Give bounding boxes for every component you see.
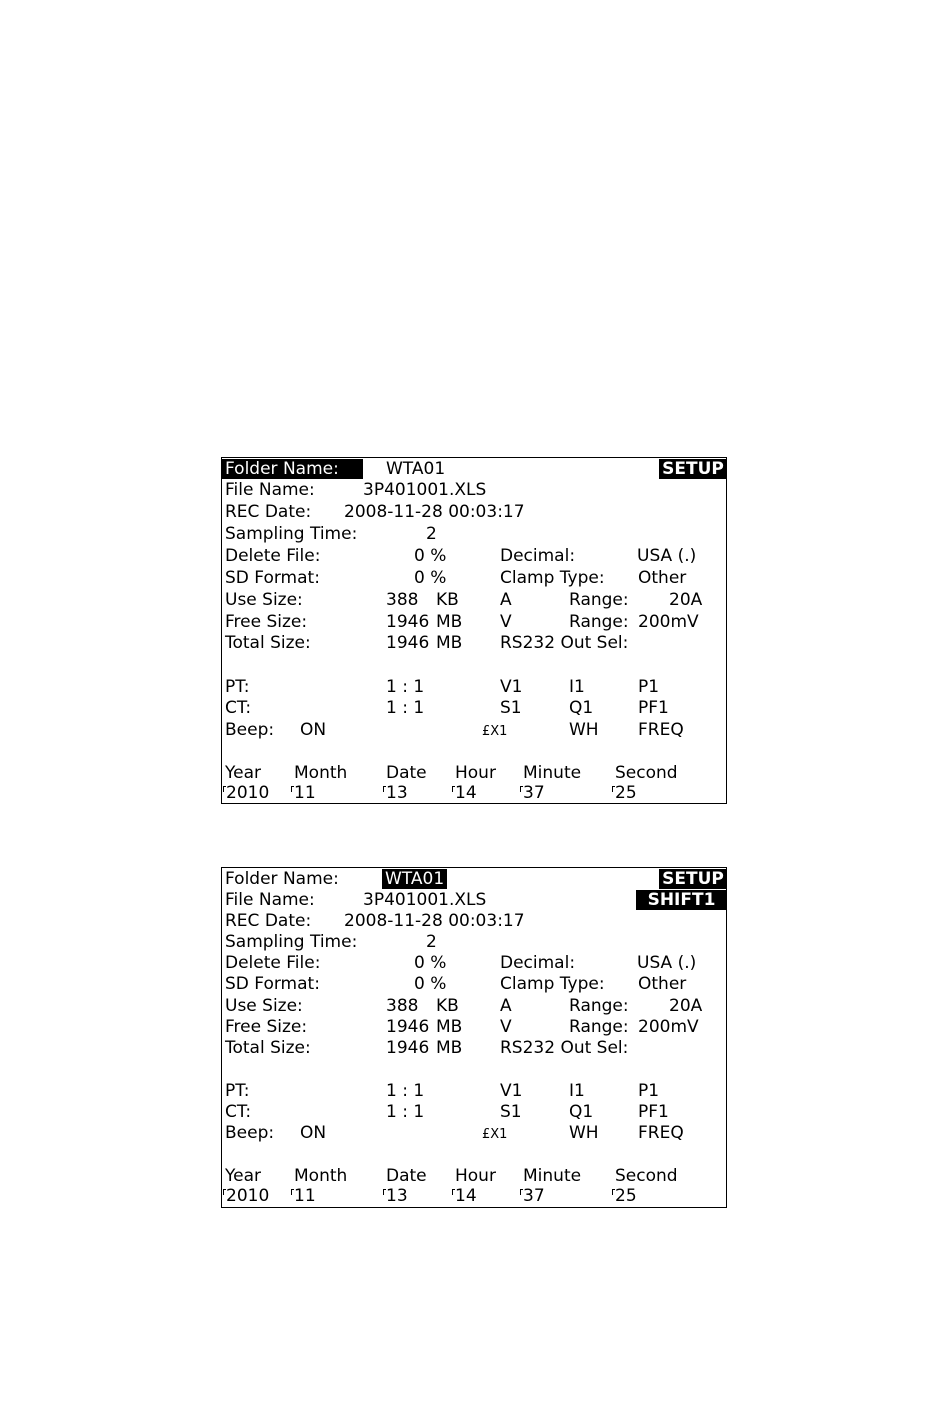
clock-value-date[interactable]: 13 xyxy=(386,1186,408,1206)
ct-label: CT: xyxy=(225,698,252,718)
clock-label-minute: Minute xyxy=(523,763,582,783)
clock-label-hour: Hour xyxy=(455,763,496,783)
out-item-wh[interactable]: WH xyxy=(569,1123,599,1143)
delete-file-value[interactable]: 0 % xyxy=(414,953,447,973)
pt-value[interactable]: 1 : 1 xyxy=(386,677,425,697)
pt-label: PT: xyxy=(225,1081,250,1101)
clock-value-second[interactable]: 25 xyxy=(615,1186,637,1206)
beep-value[interactable]: ON xyxy=(300,720,327,740)
range-v-unit: V xyxy=(500,612,512,632)
free-size-value: 1946 xyxy=(386,612,430,632)
total-size-unit: MB xyxy=(436,1038,463,1058)
use-size-unit: KB xyxy=(436,996,459,1016)
setup-screen-1 xyxy=(221,457,727,804)
free-size-label: Free Size: xyxy=(225,1017,308,1037)
range-v-unit: V xyxy=(500,1017,512,1037)
clamp-type-value[interactable]: Other xyxy=(638,568,687,588)
sampling-time-label: Sampling Time: xyxy=(225,524,358,544)
out-item-s1[interactable]: S1 xyxy=(500,1102,522,1122)
decimal-label: Decimal: xyxy=(500,546,576,566)
sampling-time-value[interactable]: 2 xyxy=(426,524,437,544)
out-item-q1[interactable]: Q1 xyxy=(569,698,594,718)
range-v-label: Range: xyxy=(569,612,629,632)
out-item-v1[interactable]: V1 xyxy=(500,677,523,697)
ct-label: CT: xyxy=(225,1102,252,1122)
free-size-unit: MB xyxy=(436,1017,463,1037)
pt-label: PT: xyxy=(225,677,250,697)
sd-format-label: SD Format: xyxy=(225,568,320,588)
clock-label-hour: Hour xyxy=(455,1166,496,1186)
out-item-x1[interactable]: £X1 xyxy=(482,724,508,739)
out-item-i1[interactable]: I1 xyxy=(569,1081,585,1101)
rs232-out-sel-label: RS232 Out Sel: xyxy=(500,1038,629,1058)
use-size-label: Use Size: xyxy=(225,590,303,610)
clock-label-date: Date xyxy=(386,763,427,783)
out-item-pf1[interactable]: PF1 xyxy=(638,698,669,718)
setup-badge: SETUP xyxy=(659,459,727,479)
clock-value-year[interactable]: 2010 xyxy=(226,783,270,803)
file-name-label: File Name: xyxy=(225,890,315,910)
out-item-wh[interactable]: WH xyxy=(569,720,599,740)
file-name-value: 3P401001.XLS xyxy=(363,890,487,910)
total-size-label: Total Size: xyxy=(225,633,311,653)
out-item-freq[interactable]: FREQ xyxy=(638,1123,684,1143)
clock-value-hour[interactable]: 14 xyxy=(455,783,477,803)
use-size-value: 388 xyxy=(386,996,419,1016)
range-a-value[interactable]: 20A xyxy=(669,590,703,610)
clock-label-month: Month xyxy=(294,763,348,783)
free-size-unit: MB xyxy=(436,612,463,632)
setup-screen-2 xyxy=(221,867,727,1208)
beep-label: Beep: xyxy=(225,1123,275,1143)
out-item-v1[interactable]: V1 xyxy=(500,1081,523,1101)
file-name-value: 3P401001.XLS xyxy=(363,480,487,500)
sampling-time-value[interactable]: 2 xyxy=(426,932,437,952)
rec-date-value: 2008-11-28 00:03:17 xyxy=(344,911,525,931)
folder-name-label: Folder Name: xyxy=(222,459,363,479)
total-size-value: 1946 xyxy=(386,633,430,653)
clamp-type-label: Clamp Type: xyxy=(500,568,605,588)
delete-file-label: Delete File: xyxy=(225,546,321,566)
rs232-out-sel-label: RS232 Out Sel: xyxy=(500,633,629,653)
clock-label-second: Second xyxy=(615,1166,678,1186)
folder-name-label: Folder Name: xyxy=(225,869,339,889)
clock-label-second: Second xyxy=(615,763,678,783)
clamp-type-label: Clamp Type: xyxy=(500,974,605,994)
range-a-label: Range: xyxy=(569,590,629,610)
folder-name-value[interactable]: WTA01 xyxy=(386,459,446,479)
use-size-value: 388 xyxy=(386,590,419,610)
sd-format-label: SD Format: xyxy=(225,974,320,994)
out-item-pf1[interactable]: PF1 xyxy=(638,1102,669,1122)
range-a-unit: A xyxy=(500,996,512,1016)
clock-value-second[interactable]: 25 xyxy=(615,783,637,803)
rec-date-label: REC Date: xyxy=(225,502,312,522)
delete-file-value[interactable]: 0 % xyxy=(414,546,447,566)
use-size-unit: KB xyxy=(436,590,459,610)
rec-date-value: 2008-11-28 00:03:17 xyxy=(344,502,525,522)
clock-value-month[interactable]: 11 xyxy=(294,1186,316,1206)
setup-badge: SETUP xyxy=(659,869,727,889)
range-a-label: Range: xyxy=(569,996,629,1016)
out-item-q1[interactable]: Q1 xyxy=(569,1102,594,1122)
clock-value-hour[interactable]: 14 xyxy=(455,1186,477,1206)
clock-label-minute: Minute xyxy=(523,1166,582,1186)
free-size-value: 1946 xyxy=(386,1017,430,1037)
out-item-x1[interactable]: £X1 xyxy=(482,1127,508,1142)
range-v-value[interactable]: 200mV xyxy=(638,612,699,632)
beep-value[interactable]: ON xyxy=(300,1123,327,1143)
ct-value[interactable]: 1 : 1 xyxy=(386,698,425,718)
range-v-value[interactable]: 200mV xyxy=(638,1017,699,1037)
clock-label-year: Year xyxy=(225,1166,261,1186)
range-v-label: Range: xyxy=(569,1017,629,1037)
shift1-badge: SHIFT1 xyxy=(636,890,727,910)
clock-label-month: Month xyxy=(294,1166,348,1186)
clamp-type-value[interactable]: Other xyxy=(638,974,687,994)
clock-label-date: Date xyxy=(386,1166,427,1186)
sd-format-value[interactable]: 0 % xyxy=(414,974,447,994)
clock-value-minute[interactable]: 37 xyxy=(523,783,545,803)
use-size-label: Use Size: xyxy=(225,996,303,1016)
beep-label: Beep: xyxy=(225,720,275,740)
range-a-value[interactable]: 20A xyxy=(669,996,703,1016)
ct-value[interactable]: 1 : 1 xyxy=(386,1102,425,1122)
decimal-label: Decimal: xyxy=(500,953,576,973)
folder-name-value[interactable]: WTA01 xyxy=(382,869,447,889)
sd-format-value[interactable]: 0 % xyxy=(414,568,447,588)
delete-file-label: Delete File: xyxy=(225,953,321,973)
decimal-value[interactable]: USA (.) xyxy=(637,953,697,973)
clock-value-date[interactable]: 13 xyxy=(386,783,408,803)
pt-value[interactable]: 1 : 1 xyxy=(386,1081,425,1101)
file-name-label: File Name: xyxy=(225,480,315,500)
out-item-i1[interactable]: I1 xyxy=(569,677,585,697)
total-size-value: 1946 xyxy=(386,1038,430,1058)
range-a-unit: A xyxy=(500,590,512,610)
out-item-p1[interactable]: P1 xyxy=(638,677,660,697)
clock-label-year: Year xyxy=(225,763,261,783)
decimal-value[interactable]: USA (.) xyxy=(637,546,697,566)
out-item-p1[interactable]: P1 xyxy=(638,1081,660,1101)
total-size-unit: MB xyxy=(436,633,463,653)
clock-value-minute[interactable]: 37 xyxy=(523,1186,545,1206)
out-item-s1[interactable]: S1 xyxy=(500,698,522,718)
free-size-label: Free Size: xyxy=(225,612,308,632)
sampling-time-label: Sampling Time: xyxy=(225,932,358,952)
out-item-freq[interactable]: FREQ xyxy=(638,720,684,740)
total-size-label: Total Size: xyxy=(225,1038,311,1058)
clock-value-year[interactable]: 2010 xyxy=(226,1186,270,1206)
clock-value-month[interactable]: 11 xyxy=(294,783,316,803)
rec-date-label: REC Date: xyxy=(225,911,312,931)
